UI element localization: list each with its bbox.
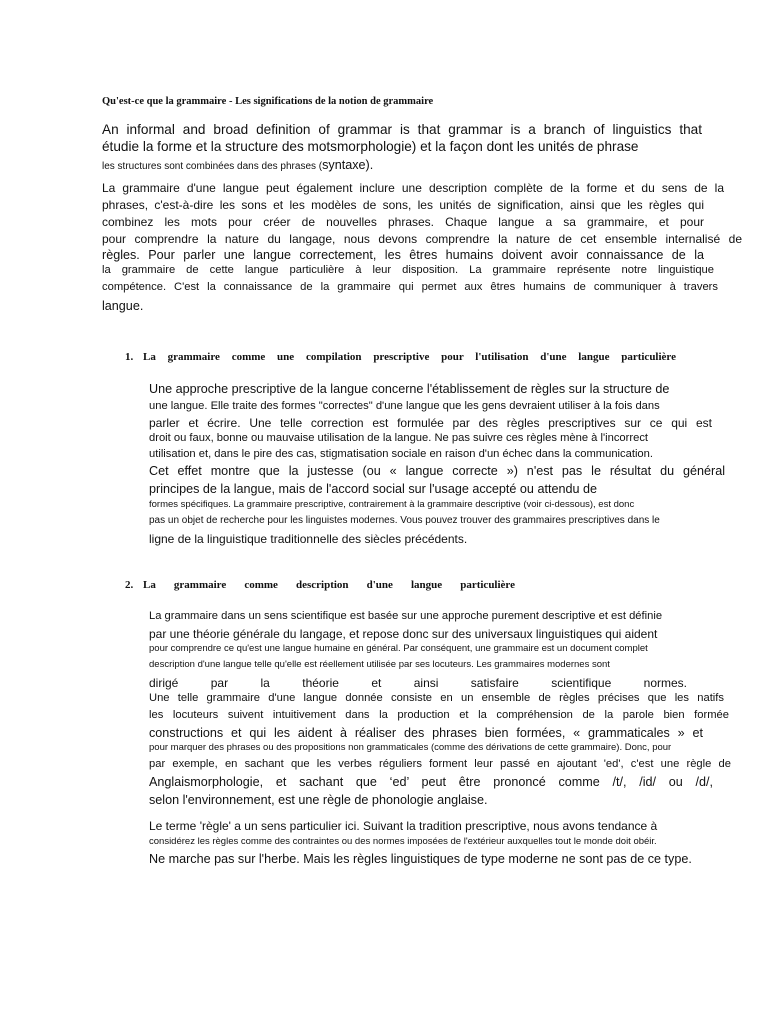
s2-line-2: par une théorie générale du langage, et repose donc sur des universaux linguistiques qui aident bbox=[149, 627, 658, 641]
intro-line-2: étudie la forme et la structure des motsmorphologie) et la façon dont les unités de phrase bbox=[102, 139, 639, 154]
s1-line-2: une langue. Elle traite des formes "correctes" d'une langue que les gens devraient utiliser à la fois dans bbox=[149, 400, 660, 412]
intro-p2-line-6: la grammaire de cette langue particulière à leur disposition. La grammaire représente notre linguistique bbox=[102, 264, 714, 276]
section-2-heading bbox=[125, 579, 515, 591]
s2-line-12: selon l'environnement, est une règle de phonologie anglaise. bbox=[149, 793, 488, 807]
s1-line-8: formes spécifiques. La grammaire prescriptive, contrairement à la grammaire descriptive (voir ci-dessous), est donc bbox=[149, 499, 635, 510]
intro-p2-line-1: La grammaire d'une langue peut également inclure une description complète de la forme et du sens de la bbox=[102, 181, 724, 195]
intro-line-3 bbox=[102, 157, 373, 173]
intro-p2-line-8: langue. bbox=[102, 299, 144, 313]
intro-p2-line-5: règles. Pour parler une langue correctement, les êtres humains doivent avoir connaissance de la bbox=[102, 248, 704, 262]
s2-line-4: description d'une langue telle qu'elle est réellement utilisée par ses locuteurs. Les grammaires modernes sont bbox=[149, 659, 610, 670]
s1-line-9: pas un objet de recherche pour les linguistes modernes. Vous pouvez trouver des grammaires prescriptives dans le bbox=[149, 515, 660, 526]
s2-line-9: pour marquer des phrases ou des propositions non grammaticales (comme des dérivations de cette grammaire). Donc, pour bbox=[149, 742, 672, 753]
intro-p2-line-4: pour comprendre la nature du langage, nous devons comprendre la nature de cet ensemble internalisé de bbox=[102, 232, 742, 246]
document-title: Qu'est-ce que la grammaire - Les significations de la notion de grammaire bbox=[102, 96, 434, 107]
s1-line-4: droit ou faux, bonne ou mauvaise utilisation de la langue. Ne pas suivre ces règles mène à l'incorrect bbox=[149, 432, 649, 444]
intro-p2-line-7: compétence. C'est la connaissance de la grammaire qui permet aux êtres humains de communiquer à travers bbox=[102, 281, 718, 293]
s1-line-10: ligne de la linguistique traditionnelle des siècles précédents. bbox=[149, 532, 468, 546]
s2-line-8: constructions et qui les aident à réaliser des phrases bien formées, « grammaticales » et bbox=[149, 726, 703, 740]
intro-p2-line-2: phrases, c'est-à-dire les sons et les modèles de sons, les unités de signification, ainsi que les règles qui bbox=[102, 198, 704, 212]
s2-line-10: par exemple, en sachant que les verbes réguliers forment leur passé en ajoutant 'ed', c'est une règle de bbox=[149, 758, 731, 770]
section-1-heading bbox=[125, 351, 676, 363]
s2-line-5: dirigé par la théorie et ainsi satisfaire scientifique normes. bbox=[149, 676, 687, 690]
s2-line-11: Anglaismorphologie, et sachant que ‘ed’ peut être prononcé comme /t/, /id/ ou /d/, bbox=[149, 775, 713, 789]
section-1-number: 1. bbox=[125, 351, 134, 363]
s1-line-1: Une approche prescriptive de la langue concerne l'établissement de règles sur la structure de bbox=[149, 382, 670, 396]
s1-line-3: parler et écrire. Une telle correction est formulée par des règles prescriptives sur ce qui est bbox=[149, 416, 712, 430]
s1-line-5: utilisation et, dans le pire des cas, stigmatisation sociale en raison d'un échec dans la communication. bbox=[149, 448, 653, 460]
intro-line-1: An informal and broad definition of grammar is that grammar is a branch of linguistics that bbox=[102, 122, 702, 137]
section-2-title: La grammaire comme description d'une langue particulière bbox=[143, 579, 515, 591]
s2-p2-line-1: Le terme 'règle' a un sens particulier ici. Suivant la tradition prescriptive, nous avons tendance à bbox=[149, 819, 658, 833]
s2-p2-line-2: considérez les règles comme des contraintes ou des normes imposées de l'extérieur auxquelles tout le monde doit obéir. bbox=[149, 836, 657, 847]
intro-line-3a: les structures sont combinées dans des phrases ( bbox=[102, 161, 323, 172]
intro-p2-line-3: combinez les mots pour créer de nouvelles phrases. Chaque langue a sa grammaire, et pour bbox=[102, 215, 704, 229]
s2-p2-line-3: Ne marche pas sur l'herbe. Mais les règles linguistiques de type moderne ne sont pas de ce type. bbox=[149, 852, 692, 866]
intro-line-3b: syntaxe). bbox=[322, 158, 374, 172]
section-1-title: La grammaire comme une compilation prescriptive pour l'utilisation d'une langue particulière bbox=[143, 351, 676, 363]
s1-line-6: Cet effet montre que la justesse (ou « langue correcte ») n'est pas le résultat du général bbox=[149, 464, 725, 478]
s2-line-1: La grammaire dans un sens scientifique est basée sur une approche purement descriptive et est définie bbox=[149, 610, 663, 622]
s2-line-7: les locuteurs suivent intuitivement dans la production et la compréhension de la parole bien formée bbox=[149, 709, 729, 721]
s2-line-6: Une telle grammaire d'une langue donnée consiste en un ensemble de règles précises que les natifs bbox=[149, 692, 724, 704]
s2-line-3: pour comprendre ce qu'est une langue humaine en général. Par conséquent, une grammaire est un document complet bbox=[149, 643, 648, 654]
section-2-number: 2. bbox=[125, 579, 134, 591]
s1-line-7: principes de la langue, mais de l'accord social sur l'usage accepté ou attendu de bbox=[149, 482, 597, 496]
